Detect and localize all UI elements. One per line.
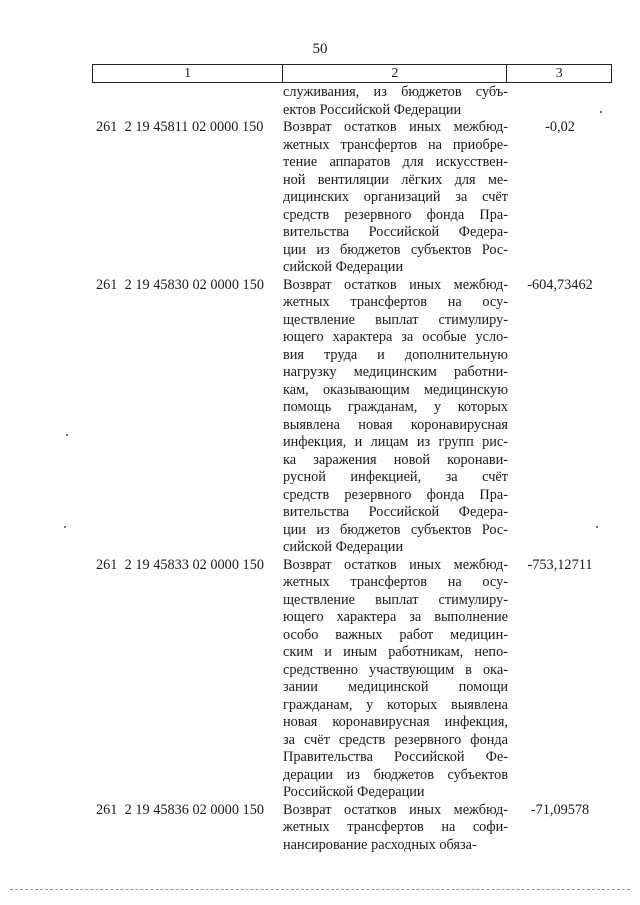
description-line: ции из бюджетов субъектов Рос-: [283, 521, 508, 538]
description-line: Российской Федерации: [283, 784, 425, 800]
description-line: особо важных работ медицин-: [283, 626, 508, 643]
description-line: служивания, из бюджетов субъ-: [283, 84, 508, 100]
description-line: нансирование расходных обяза-: [283, 836, 477, 853]
description-line: жетных трансфертов на приобре-: [283, 136, 508, 153]
description-line: Правительства Российской Фе-: [283, 749, 508, 765]
description-line: ка заражения новой коронави-: [283, 451, 508, 468]
amount-cell: -0,02: [545, 119, 575, 135]
description-line: вительства Российской Федера-: [283, 224, 508, 240]
description-line: вительства Российской Федера-: [283, 504, 508, 520]
description-cell: [283, 557, 508, 802]
description-line: ским и иным работникам, непо-: [283, 644, 508, 660]
description-line: выявлена новая коронавирусная: [283, 416, 508, 433]
description-line: дицинских организаций за счёт: [283, 189, 508, 205]
description-line: кам, оказывающим медицинскую: [283, 381, 508, 398]
description-line: жетных трансфертов на осу-: [283, 574, 508, 590]
description-line: ществление выплат стимулиру-: [283, 311, 508, 328]
table-header: [92, 64, 612, 83]
table-row: [92, 802, 612, 855]
table-body: [92, 84, 612, 854]
description-cell: [283, 119, 508, 277]
description-line: гражданам, у которых выявлена: [283, 696, 508, 713]
description-line: средств резервного фонда Пра-: [283, 206, 508, 223]
table-row: [92, 557, 612, 802]
description-line: ной вентиляции лёгких для ме-: [283, 171, 508, 188]
description-line: сийской Федерации: [283, 539, 404, 555]
description-line: Возврат остатков иных межбюд-: [283, 556, 508, 573]
code-cell: 261 2 19 45830 02 0000 150: [96, 276, 264, 293]
description-line: средственно участвующим в ока-: [283, 661, 508, 678]
table-row-continuation: [92, 84, 612, 119]
description-line: ществление выплат стимулиру-: [283, 591, 508, 608]
description-line: инфекция, и лицам из групп рис-: [283, 434, 508, 450]
amount-cell: -753,12711: [527, 556, 593, 573]
amount-cell: -604,73462: [527, 276, 593, 293]
description-line: тение аппаратов для искусствен-: [283, 154, 508, 170]
description-line: за счёт средств резервного фонда: [283, 731, 508, 748]
description-cell: [283, 277, 508, 557]
description-line: ющего характера за выполнение: [283, 609, 508, 625]
description-line: Возврат остатков иных межбюд-: [283, 119, 508, 135]
description-line: Возврат остатков иных межбюд-: [283, 801, 508, 818]
scan-edge-line: [10, 889, 630, 890]
description-cell: [283, 802, 508, 855]
scan-speck: [64, 526, 66, 528]
amount-cell: -71,09578: [530, 801, 590, 818]
code-cell: 261 2 19 45833 02 0000 150: [96, 556, 264, 573]
description-line: сийской Федерации: [283, 259, 404, 275]
code-cell: 261 2 19 45836 02 0000 150: [96, 801, 264, 818]
page-number: 50: [312, 41, 328, 57]
description-line: жетных трансфертов на осу-: [283, 294, 508, 310]
description-line: ющего характера за особые усло-: [283, 329, 508, 345]
description-line: зании медицинской помощи: [283, 679, 508, 695]
description-line: вия труда и дополнительную: [283, 346, 508, 363]
description-line: русной инфекцией, за счёт: [283, 469, 508, 485]
description-line: новая коронавирусная инфекция,: [283, 714, 508, 730]
table-row: [92, 119, 612, 277]
description-line: ектов Российской Федерации: [283, 101, 462, 118]
scan-speck: [600, 111, 602, 113]
scan-speck: [596, 526, 598, 528]
description-line: нагрузку медицинским работни-: [283, 364, 508, 380]
table-row: [92, 277, 612, 557]
description-line: жетных трансфертов на софи-: [283, 819, 508, 835]
description-line: Возврат остатков иных межбюд-: [283, 276, 508, 293]
header-cell-amount: 3: [555, 65, 563, 81]
description-line: помощь гражданам, у которых: [283, 399, 508, 415]
description-line: средств резервного фонда Пра-: [283, 486, 508, 503]
header-cell-description: 2: [283, 65, 507, 82]
description-line: ции из бюджетов субъектов Рос-: [283, 241, 508, 258]
scan-speck: [66, 434, 68, 436]
description-cell: [283, 84, 508, 119]
header-cell-code: 1: [93, 65, 283, 82]
code-cell: 261 2 19 45811 02 0000 150: [96, 119, 264, 135]
description-line: дерации из бюджетов субъектов: [283, 766, 508, 783]
